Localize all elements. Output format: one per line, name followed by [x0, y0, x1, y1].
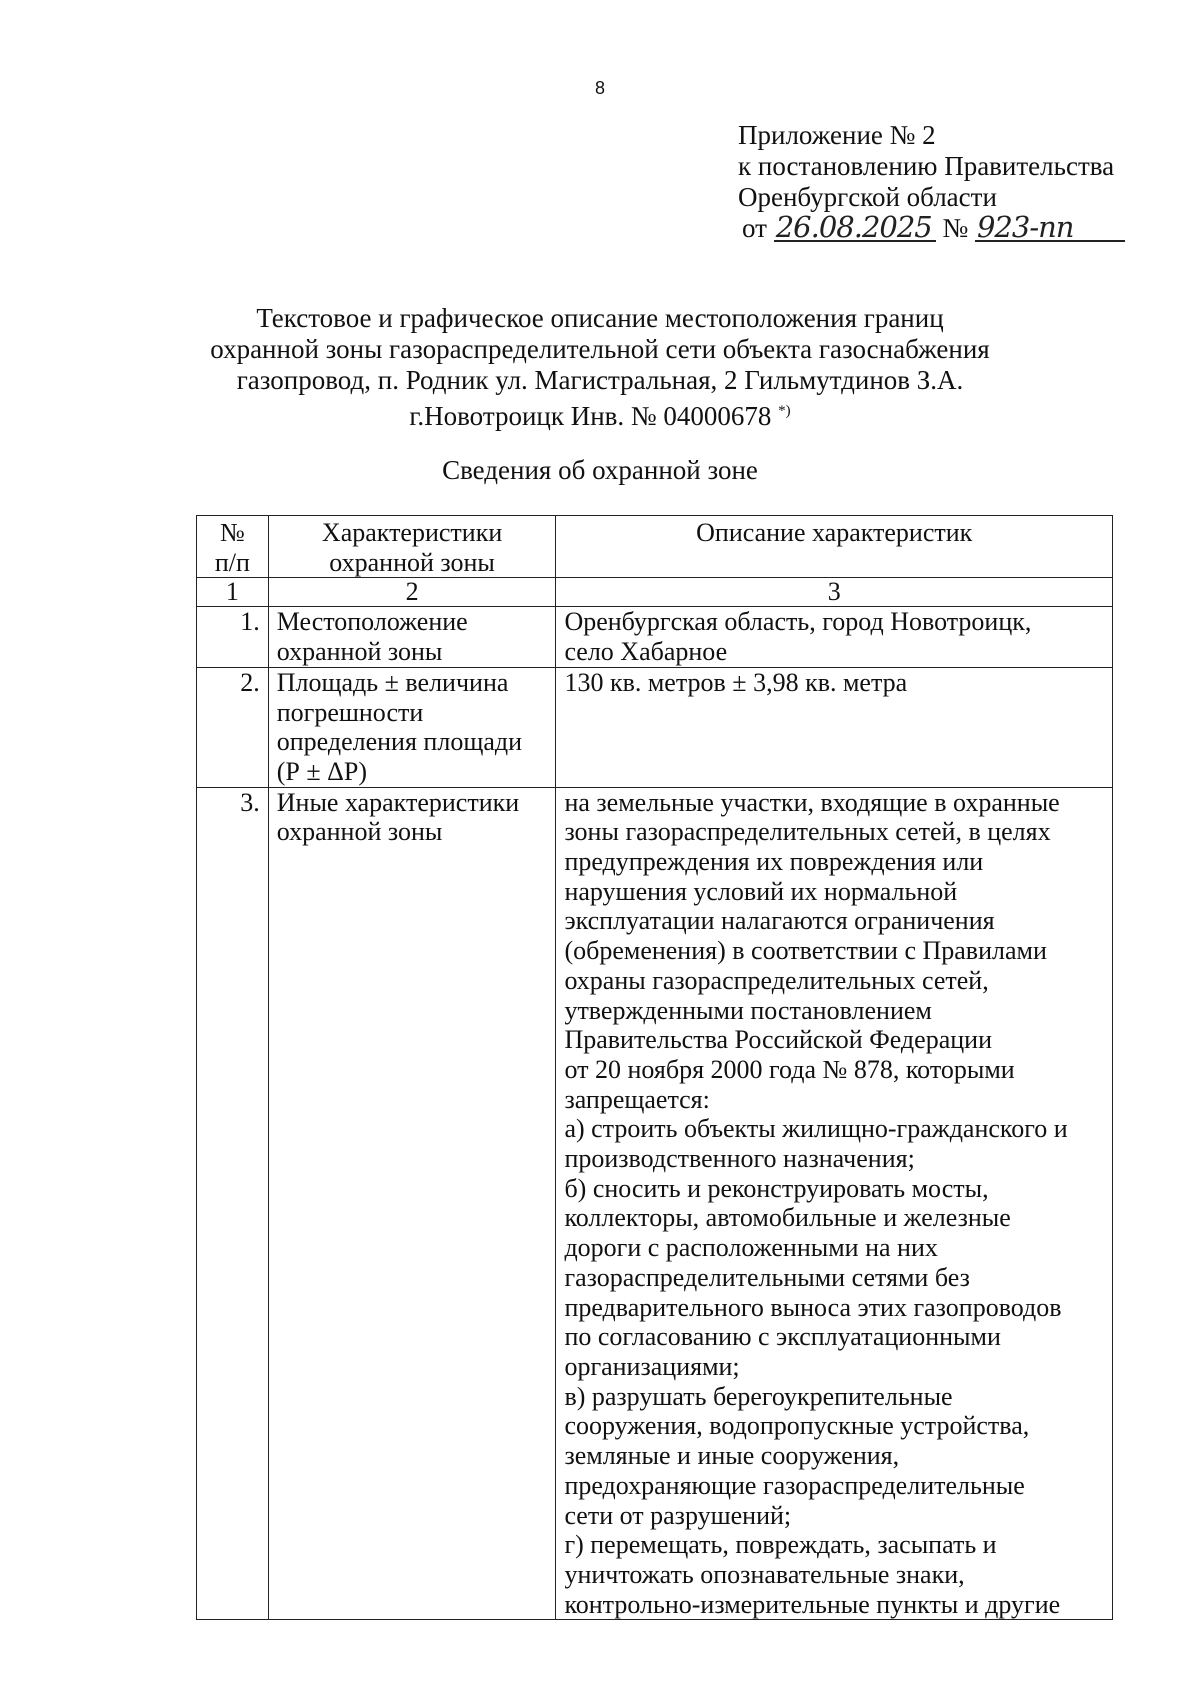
title-line: газопровод, п. Родник ул. Магистральная, 2 Гильмутдинов З.А.	[236, 365, 964, 395]
cell-line: сети от разрушений;	[564, 1500, 792, 1530]
row-description	[556, 787, 1113, 1620]
footnote-mark: *)	[778, 403, 791, 419]
table-row	[197, 787, 1113, 1620]
cell-line: предупреждения их повреждения или	[564, 847, 984, 877]
header-text: п/п	[214, 547, 250, 577]
cell-line: организациями;	[564, 1351, 740, 1381]
row-characteristic	[268, 787, 556, 1620]
appendix-line: Оренбургской области	[738, 182, 997, 212]
cell-line: нарушения условий их нормальной	[564, 876, 958, 906]
cell-line: эксплуатации налагаются ограничения	[564, 906, 995, 936]
cell-line: определения площади	[276, 727, 523, 757]
table-column-numbers-row	[197, 578, 1113, 607]
cell-line: (Р ± ΔР)	[276, 756, 367, 786]
column-number: 3	[556, 578, 1113, 607]
header-cell-number	[197, 516, 269, 578]
table-row	[197, 667, 1113, 787]
appendix-line: Приложение № 2	[738, 120, 936, 150]
cell-line: производственного назначения;	[564, 1144, 915, 1174]
cell-line: охранной зоны	[276, 817, 443, 847]
column-number: 1	[197, 578, 269, 607]
cell-line: земляные и иные сооружения,	[564, 1441, 900, 1471]
cell-line: контрольно-измерительные пункты и другие	[564, 1589, 1061, 1619]
handwritten-number: 923-пп	[975, 214, 1125, 242]
appendix-line: к постановлению Правительства	[738, 151, 1115, 181]
row-characteristic	[268, 607, 556, 667]
cell-line: охраны газораспределительных сетей,	[564, 965, 989, 995]
row-description	[556, 607, 1113, 667]
cell-line: от 20 ноября 2000 года № 878, которыми	[564, 1054, 1015, 1084]
row-number: 3.	[197, 787, 269, 1620]
appendix-sign-line	[742, 210, 1178, 244]
table-row	[197, 607, 1113, 667]
cell-line: сооружения, водопропускные устройства,	[564, 1411, 1030, 1441]
cell-line: газораспределительными сетями без	[564, 1262, 970, 1292]
cell-line: зоны газораспределительных сетей, в целях	[564, 817, 1051, 847]
appendix-block	[738, 120, 1178, 244]
cell-line: село Хабарное	[564, 637, 728, 667]
column-number: 2	[268, 578, 556, 607]
cell-line: предварительного выноса этих газопроводов	[564, 1292, 1062, 1322]
cell-line: предохраняющие газораспределительные	[564, 1470, 1025, 1500]
header-text: охранной зоны	[329, 547, 495, 577]
title-line: Текстовое и графическое описание местоположения границ	[256, 303, 944, 333]
cell-line: а) строить объекты жилищно-гражданского и	[564, 1114, 1068, 1144]
sign-no-label: №	[942, 213, 969, 243]
row-characteristic	[268, 667, 556, 787]
cell-line: Правительства Российской Федерации	[564, 1025, 992, 1055]
row-number: 2.	[197, 667, 269, 787]
cell-line: Площадь ± величина	[276, 667, 509, 697]
table-header-row	[197, 516, 1113, 578]
section-subtitle: Сведения об охранной зоне	[442, 455, 758, 485]
title-line: охранной зоны газораспределительной сети объекта газоснабжения	[210, 334, 990, 364]
header-text: №	[219, 518, 245, 547]
cell-line: в) разрушать берегоукрепительные	[564, 1381, 953, 1411]
row-number: 1.	[197, 607, 269, 667]
sign-prefix: от	[742, 213, 767, 243]
cell-line: г) перемещать, повреждать, засыпать и	[564, 1530, 997, 1560]
header-text: Описание характеристик	[696, 518, 973, 547]
page-number: 8	[594, 78, 605, 98]
zone-info-table	[196, 515, 1113, 1620]
title-last-line-text: г.Новотроицк Инв. № 04000678	[409, 401, 772, 431]
row-description	[556, 667, 1113, 787]
header-cell-characteristics	[268, 516, 556, 578]
cell-line: утвержденными постановлением	[564, 995, 932, 1025]
title-line	[0, 396, 1200, 432]
document-title	[0, 303, 1200, 432]
handwritten-date: 26.08.2025	[774, 214, 936, 242]
cell-line: дороги с расположенными на них	[564, 1233, 938, 1263]
cell-line: запрещается:	[564, 1084, 710, 1114]
cell-line: (обременения) в соответствии с Правилами	[564, 936, 1047, 966]
cell-line: Оренбургская область, город Новотроицк,	[564, 607, 1032, 637]
cell-line: охранной зоны	[276, 637, 443, 667]
cell-line: на земельные участки, входящие в охранные	[564, 787, 1060, 817]
cell-line: уничтожать опознавательные знаки,	[564, 1559, 965, 1589]
cell-line: погрешности	[276, 697, 424, 727]
cell-line: коллекторы, автомобильные и железные	[564, 1203, 1011, 1233]
cell-line: Иные характеристики	[276, 787, 520, 817]
header-text: Характеристики	[321, 518, 503, 547]
cell-line: 130 кв. метров ± 3,98 кв. метра	[564, 667, 908, 697]
header-cell-description	[556, 516, 1113, 578]
cell-line: Местоположение	[276, 607, 468, 637]
cell-line: б) сносить и реконструировать мосты,	[564, 1173, 989, 1203]
cell-line: по согласованию с эксплуатационными	[564, 1322, 1001, 1352]
